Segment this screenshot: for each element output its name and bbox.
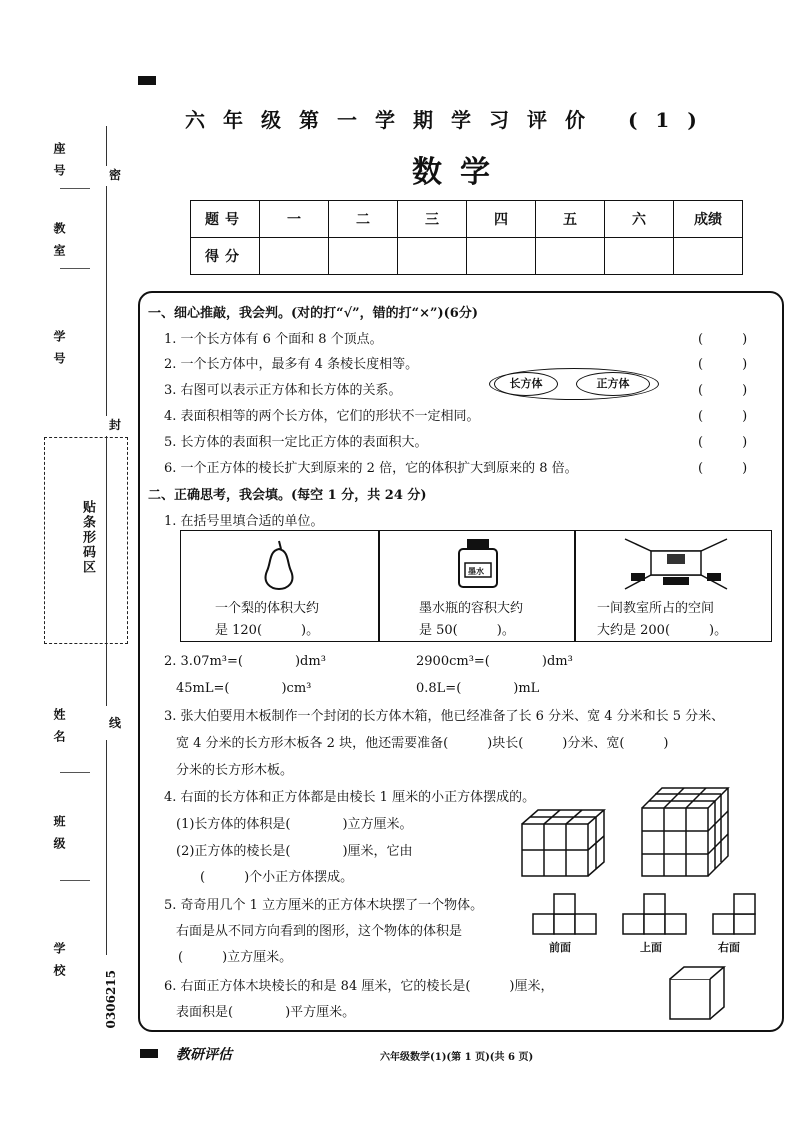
section2-heading: 二、正确思考，我会填。(每空 1 分，共 24 分)	[148, 488, 427, 503]
bottom-marker	[140, 1049, 158, 1058]
judge-item-6: 6. 一个正方体的棱长扩大到原来的 2 倍，它的体积扩大到原来的 8 倍。	[164, 461, 578, 476]
score-header-cell: 二	[329, 201, 398, 238]
fill-q2-d: 0.8L=( )mL	[416, 681, 540, 696]
judge-answer-5[interactable]: ( )	[698, 435, 748, 450]
fill-q2-b: 2900cm³=( )dm³	[416, 654, 573, 669]
score-header-cell: 成绩	[674, 201, 743, 238]
fill-q5-line2: 右面是从不同方向看到的图形，这个物体的体积是	[176, 924, 463, 939]
fill-q4-line2: (1)长方体的体积是( )立方厘米。	[176, 817, 413, 832]
unit-box-ink-line1: 墨水瓶的容积大约	[419, 601, 524, 616]
score-table-header-row	[191, 201, 743, 238]
fill-q2-c: 45mL=( )cm³	[176, 681, 312, 696]
binding-line	[106, 740, 107, 955]
judge-answer-4[interactable]: ( )	[698, 409, 748, 424]
score-header-cell: 六	[605, 201, 674, 238]
score-header-cell: 五	[536, 201, 605, 238]
school-label: 学校	[52, 942, 66, 986]
fill-q5-line1: 5. 奇奇用几个 1 立方厘米的正方体木块摆了一个物体。	[164, 898, 484, 913]
top-view-figure	[622, 893, 690, 935]
label-separator	[60, 188, 90, 189]
serial-number: 0306215	[104, 970, 118, 1029]
binding-line	[106, 186, 107, 416]
unit-box-pear	[180, 530, 380, 642]
classroom-icon	[621, 535, 731, 591]
fill-q5-line3: ( )立方厘米。	[178, 950, 293, 965]
unit-box-classroom-line2: 大约是 200( )。	[597, 623, 728, 638]
classroom-label: 教室	[52, 222, 66, 266]
right-view-figure	[712, 893, 758, 935]
unit-box-ink	[378, 530, 576, 642]
pear-icon	[259, 539, 299, 591]
fill-q3-line2: 宽 4 分米的长方形木板各 2 块，他还需要准备( )块长( )分米、宽( )	[176, 736, 669, 751]
binding-line	[106, 126, 107, 166]
cube-figure	[640, 786, 730, 878]
judge-answer-3[interactable]: ( )	[698, 383, 748, 398]
score-table-score-row	[191, 238, 743, 275]
judge-item-4: 4. 表面积相等的两个长方体，它们的形状不一定相同。	[164, 409, 480, 424]
fill-q4-line3: (2)正方体的棱长是( )厘米，它由	[176, 844, 413, 859]
fill-q2-a: 2. 3.07m³=( )dm³	[164, 654, 326, 669]
fill-q1: 1. 在括号里填合适的单位。	[164, 514, 324, 529]
judge-answer-2[interactable]: ( )	[698, 357, 748, 372]
score-cell[interactable]	[398, 238, 467, 275]
top-view-label: 上面	[640, 941, 662, 954]
score-cell[interactable]	[605, 238, 674, 275]
top-marker	[138, 76, 156, 85]
unit-box-ink-line2: 是 50( )。	[419, 623, 515, 638]
score-header-cell: 三	[398, 201, 467, 238]
cuboid-figure	[520, 808, 606, 878]
unit-box-classroom	[574, 530, 772, 642]
fill-q4-line1: 4. 右面的长方体和正方体都是由棱长 1 厘米的小正方体摆成的。	[164, 790, 536, 805]
score-header-cell: 题号	[191, 201, 260, 238]
name-label: 姓名	[52, 708, 66, 752]
judge-item-5: 5. 长方体的表面积一定比正方体的表面积大。	[164, 435, 428, 450]
judge-answer-1[interactable]: ( )	[698, 332, 748, 347]
score-row-label: 得分	[191, 238, 260, 275]
label-separator	[60, 268, 90, 269]
score-cell[interactable]	[329, 238, 398, 275]
score-cell[interactable]	[674, 238, 743, 275]
ink-bottle-icon	[455, 537, 501, 589]
class-label: 班级	[52, 815, 66, 859]
score-cell[interactable]	[260, 238, 329, 275]
seal-char-feng: 封	[109, 418, 122, 432]
seat-number-label: 座号	[52, 142, 66, 186]
fill-q3-line1: 3. 张大伯要用木板制作一个封闭的长方体木箱，他已经准备了长 6 分米、宽 4 分米和长 5 分米、	[164, 709, 725, 724]
judge-item-2: 2. 一个长方体中，最多有 4 条棱长度相等。	[164, 357, 419, 372]
label-separator	[60, 880, 90, 881]
judge-item-3: 3. 右图可以表示正方体和长方体的关系。	[164, 383, 402, 398]
cube-oval: 正方体	[576, 372, 650, 396]
front-view-label: 前面	[549, 941, 571, 954]
unit-box-classroom-line1: 一间教室所占的空间	[597, 601, 715, 616]
fill-q4-line4: ( )个小正方体摆成。	[200, 870, 354, 885]
single-cube-figure	[668, 965, 726, 1021]
unit-box-pear-line2: 是 120( )。	[215, 623, 320, 638]
fill-q3-line3: 分米的长方形木板。	[176, 763, 294, 778]
label-separator	[60, 772, 90, 773]
score-table	[190, 200, 743, 275]
judge-answer-6[interactable]: ( )	[698, 461, 748, 476]
relation-diagram	[489, 368, 659, 400]
score-cell[interactable]	[536, 238, 605, 275]
right-view-label: 右面	[718, 941, 740, 954]
page-title: 六年级第一学期学习评价 (1)	[185, 108, 715, 132]
section1-heading: 一、细心推敲，我会判。(对的打“√”，错的打“×”)(6分)	[148, 306, 478, 321]
front-view-figure	[532, 893, 600, 935]
cuboid-oval: 长方体	[494, 372, 558, 396]
judge-item-1: 1. 一个长方体有 6 个面和 8 个顶点。	[164, 332, 383, 347]
score-cell[interactable]	[467, 238, 536, 275]
score-header-cell: 四	[467, 201, 536, 238]
seal-char-mi: 密	[109, 168, 122, 182]
unit-box-pear-line1: 一个梨的体积大约	[215, 601, 320, 616]
footer-page-info: 六年级数学(1)(第 1 页)(共 6 页)	[380, 1052, 534, 1063]
subject-title: 数学	[412, 155, 508, 190]
barcode-area-label: 贴条形码区	[80, 500, 95, 575]
footer-brand: 教研评估	[176, 1047, 232, 1063]
fill-q6-line2: 表面积是( )平方厘米。	[176, 1005, 356, 1020]
fill-q6-line1: 6. 右面正方体木块棱长的和是 84 厘米，它的棱长是( )厘米，	[164, 979, 554, 994]
seal-char-xian: 线	[109, 716, 122, 730]
ink-bottle-label: 墨水	[468, 566, 484, 576]
score-header-cell: 一	[260, 201, 329, 238]
student-id-label: 学号	[52, 330, 66, 374]
